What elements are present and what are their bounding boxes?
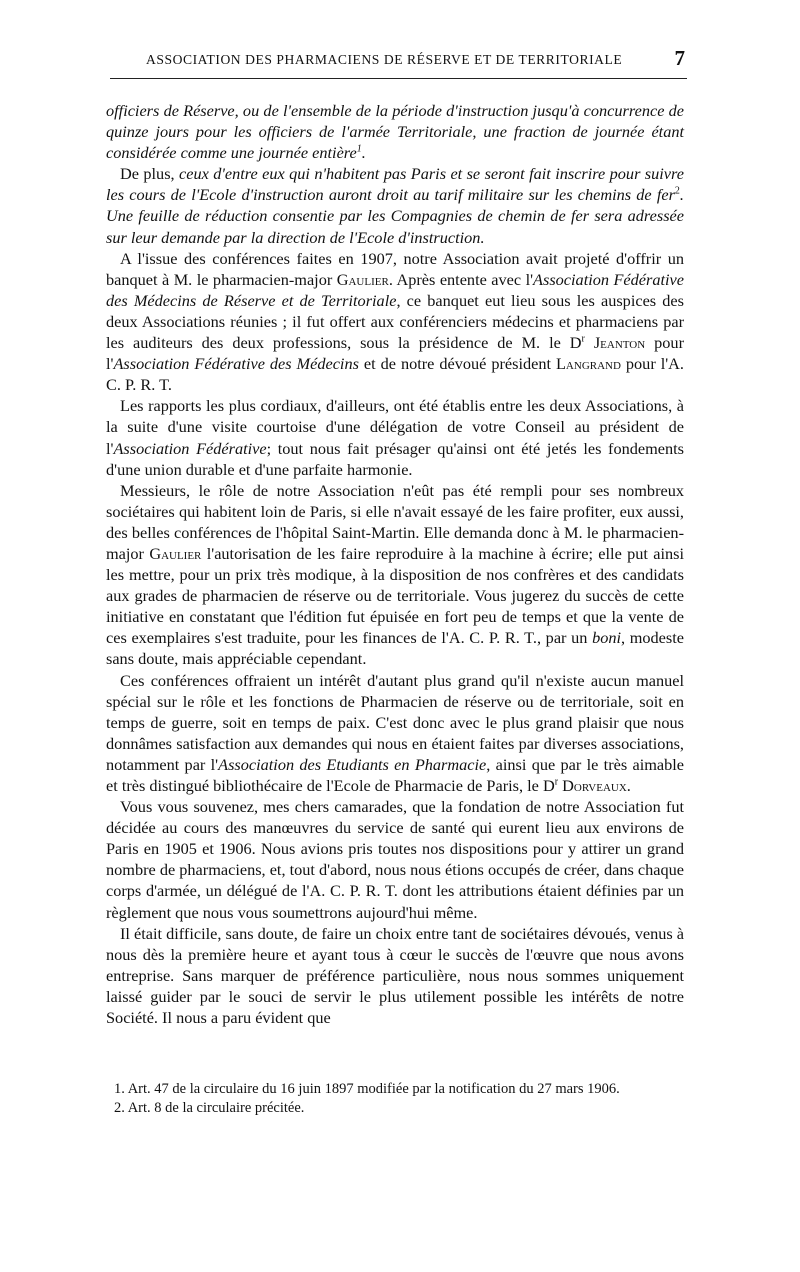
paragraph-5 <box>106 480 684 670</box>
name-langrand: Langrand <box>555 354 621 374</box>
footnote-ref-1: 1 <box>356 143 362 155</box>
paragraph-5-text-c: , modeste sans doute, mais appréciable cependant. <box>106 628 684 669</box>
paragraph-1-text: officiers de Réserve, ou de l'ensemble de la période d'instruction jusqu'à concurrence de quinze jours pour les officiers de l'armée Territoriale, une fraction de journée étant considérée comme une journée entière <box>106 101 684 163</box>
paragraph-1: officiers de Réserve, ou de l'ensemble de la période d'instruction jusqu'à concurrence de quinze jours pour les officiers de l'armée Territoriale, une fraction de journée étant considérée comme une journée entière$^1$. <box>106 101 684 163</box>
footnote-1: 1. Art. 47 de la circulaire du 16 juin 1897 modifiée par la notification du 27 mars 1906. <box>114 1081 620 1097</box>
paragraph-4 <box>106 395 684 479</box>
paragraph-5-text-b: l'autorisation de les faire reproduire à la machine à écrire; elle put ainsi les mettre, pour un prix très modique, à la disposition de nos confrères et des candidats aux grades de pharmacien de réserve ou de territoriale. Vous jugerez du succès de cette initiative en constatant que l'édition fut épuisée en fort peu de temps et que la vente de ces exemplaires s'est traduite, pour les finances de l'A. C. P. R. T., par un <box>106 543 685 648</box>
paragraph-4-text-b: ; tout nous fait présager qu'ainsi ont été jetés les fondements d'une union durable et d'une parfaite harmonie. <box>106 438 684 479</box>
paragraph-3-text-b: . Après entente avec l' <box>388 269 534 289</box>
paragraph-3-text-d: pour l' <box>106 333 684 374</box>
association-etudiants-title: Association des Etudiants en Pharmacie <box>218 754 487 774</box>
association-medecins-title: Association Fédérative des Médecins <box>113 354 359 374</box>
name-gaulier-2: Gaulier <box>149 543 202 563</box>
paragraph-2-italic: ceux d'entre eux qui n'habitent pas Paris et se seront fait inscrire pour suivre les cours de l'Ecole d'instruction auront droit au tarif militaire sur les chemins de fer <box>106 164 684 205</box>
doctor-abbrev-2: r <box>554 776 559 788</box>
name-jeanton: Jeanton <box>593 333 646 353</box>
paragraph-3-text-e: et de notre dévoué président <box>358 354 556 374</box>
paragraph-4-text-a: Les rapports les plus cordiaux, d'ailleurs, ont été établis entre les deux Associations, à la suite d'une visite courtoise d'une délégation de votre Conseil au président de l' <box>106 396 684 458</box>
running-header <box>110 48 687 76</box>
paragraph-3-text-f: pour l'A. C. P. R. T. <box>106 354 684 395</box>
name-dorveaux: Dorveaux <box>562 776 627 795</box>
paragraph-6-text-b: , ainsi que par le très aimable et très distingué bibliothécaire de l'Ecole de Pharmacie de Paris, le D <box>106 754 685 795</box>
paragraph-6-text-a: Ces conférences offraient un intérêt d'autant plus grand qu'il n'existe aucun manuel spécial sur le rôle et les fonctions de Pharmacien de réserve ou de territoriale, soit en temps de guerre, soit en temps de paix. C'est donc avec le plus grand plaisir que nous donnâmes satisfaction aux demandes qui nous en étaient faites par diverses associations, notamment par l' <box>106 670 684 774</box>
association-federative-title: Association Fédérative des Médecins de Réserve et de Territoriale <box>106 269 685 310</box>
association-federative-short: Association Fédérative <box>113 438 267 458</box>
running-title: ASSOCIATION DES PHARMACIENS DE RÉSERVE ET DE TERRITORIALE <box>146 52 623 67</box>
footnote-2: 2. Art. 8 de la circulaire précitée. <box>114 1100 305 1116</box>
paragraph-6 <box>106 670 684 797</box>
paragraph-3 <box>106 248 684 396</box>
paragraph-5-text-a: Messieurs, le rôle de notre Association n'eût pas été rempli pour ses nombreux sociétaires qui habitent loin de Paris, si elle n'avait essayé de les faire profiter, eux aussi, des belles conférences de l'hôpital Saint-Martin. Elle demanda donc à M. le pharmacien-major <box>106 480 684 563</box>
header-rule <box>110 78 687 79</box>
footnote-ref-2: 2 <box>674 185 680 197</box>
paragraph-3-text-c: , ce banquet eut lieu sous les auspices des deux Associations réunies ; il fut offert aux conférenciers médecins et pharmaciens par les auditeurs des deux professions, sous la présidence de M. le D <box>106 290 684 353</box>
footnotes <box>106 1080 684 1118</box>
word-boni: boni <box>592 628 622 648</box>
paragraph-8: Il était difficile, sans doute, de faire un choix entre tant de sociétaires dévoués, venus à nous dès la première heure et ayant tous à cœur le succès de l'œuvre que nous avons entreprise. Sans marquer de préférence particulière, nous nous sommes uniquement laissé guider par le souci de servir le plus utilement possible les intérêts de notre Société. Il nous a paru évident que <box>106 923 684 1028</box>
paragraph-3-text-a: A l'issue des conférences faites en 1907, notre Association avait projeté d'offrir un banquet à M. le pharmacien-major <box>106 248 684 289</box>
page-number: 7 <box>674 46 685 70</box>
body-text <box>106 100 684 1028</box>
paragraph-2-italic-end: . Une feuille de réduction consentie par les Compagnies de chemin de fer sera adressée sur leur demande par la direction de l'Ecole d'instruction. <box>106 185 684 247</box>
paragraph-7: Vous vous souvenez, mes chers camarades, que la fondation de notre Association fut décidée au cours des manœuvres du service de santé qui eurent lieu aux environs de Paris en 1905 et 1906. Nous avions pris toutes nos dispositions pour y attirer un grand nombre de pharmaciens, et, tout d'abord, nous nous étions occupés de créer, dans chaque corps d'armée, un délégué de l'A. C. P. R. T. dont les attributions étaient définies par un règlement que nous vous soumettrons aujourd'hui même. <box>106 797 684 922</box>
doctor-abbrev: r <box>581 333 585 345</box>
paragraph-2-lead: De plus, <box>120 164 180 184</box>
name-gaulier: Gaulier <box>336 269 389 289</box>
paragraph-2 <box>106 163 684 247</box>
paragraph-6-text-c: . <box>626 776 631 795</box>
